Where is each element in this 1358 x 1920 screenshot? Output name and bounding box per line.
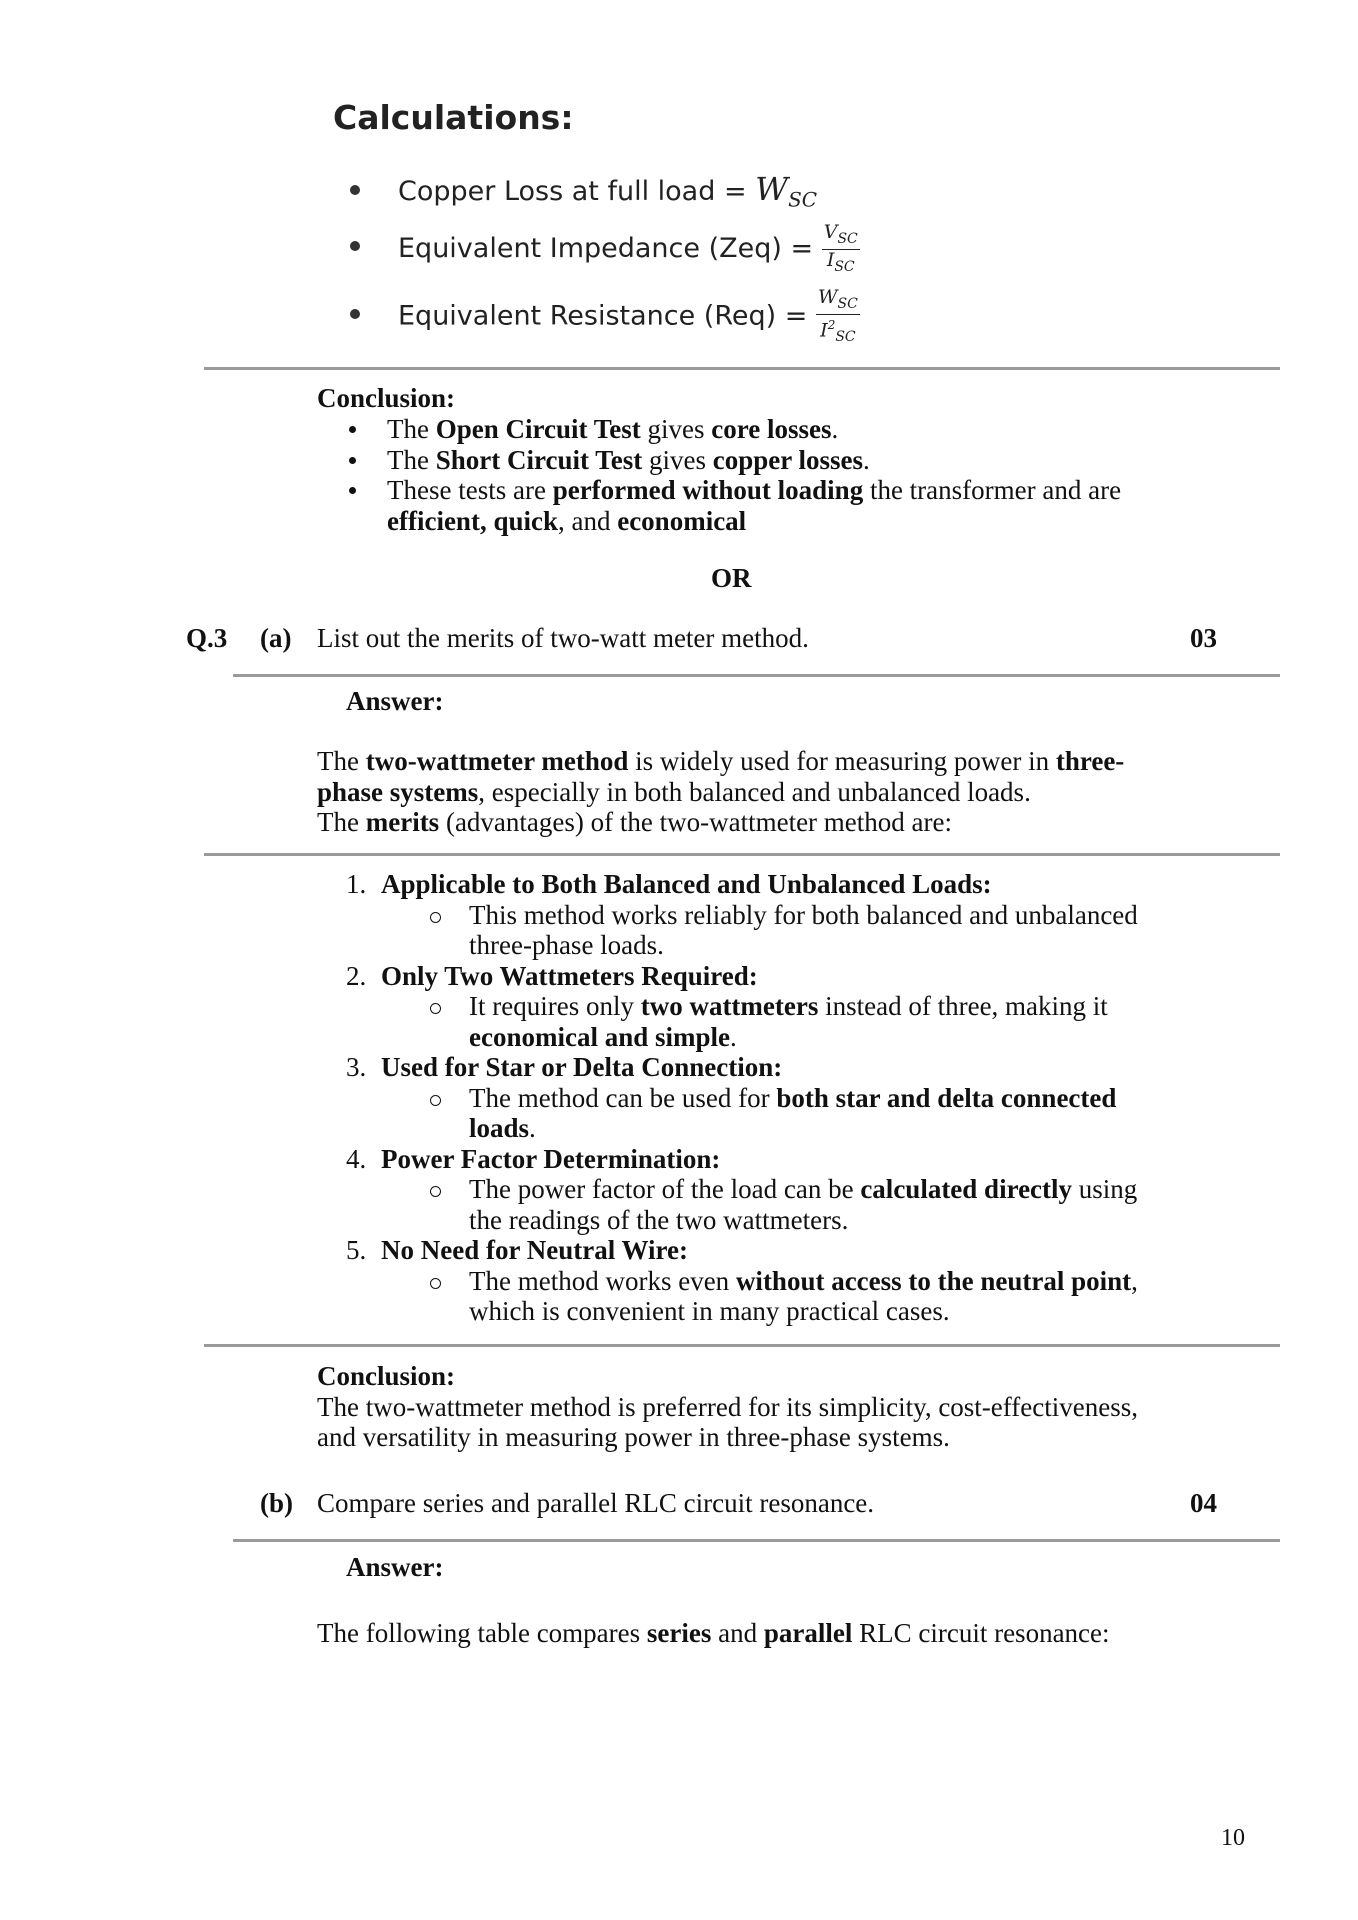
list-item: 2. Only Two Wattmeters Required:	[346, 960, 758, 991]
bullet-icon	[350, 309, 360, 319]
merits-list	[346, 869, 1246, 1327]
conclusion-text-line: and versatility in measuring power in three-phase systems.	[317, 1422, 950, 1452]
list-item: 4. Power Factor Determination:	[346, 1143, 721, 1174]
bullet-icon	[350, 241, 360, 251]
question-marks: 03	[1190, 623, 1217, 653]
answer-heading: Answer:	[346, 686, 444, 716]
divider	[204, 853, 1280, 856]
calc-equivalent-impedance: Equivalent Impedance (Zeq) = $\frac{V_{SC}}{I_{SC}}$	[350, 222, 860, 277]
question-marks: 04	[1190, 1488, 1217, 1518]
list-item: The method works even without access to the neutral point, which is convenient in many practical cases.	[346, 1266, 1246, 1327]
resistance-fraction: $\frac{W_{SC}}{I^2_{SC}}$	[817, 286, 858, 345]
divider	[204, 367, 1280, 370]
bullet-icon	[350, 185, 360, 195]
calc-equivalent-resistance: Equivalent Resistance (Req) = $\frac{W_{SC}}{I^2_{SC}}$	[350, 287, 860, 347]
divider	[233, 674, 1280, 677]
question-number: Q.3	[186, 623, 228, 653]
bullet-icon	[349, 426, 356, 433]
list-item: The Open Circuit Test gives core losses.	[349, 414, 1249, 445]
circle-bullet-icon	[430, 1278, 441, 1289]
list-item: 1. Applicable to Both Balanced and Unbalanced Loads:	[346, 869, 992, 899]
list-item: The Short Circuit Test gives copper losses.	[349, 445, 1249, 476]
circle-bullet-icon	[430, 1186, 441, 1197]
circle-bullet-icon	[430, 1003, 441, 1014]
answer-heading: Answer:	[346, 1552, 444, 1582]
question-text: Compare series and parallel RLC circuit resonance.	[317, 1488, 875, 1518]
circle-bullet-icon	[430, 1095, 441, 1106]
divider	[204, 1344, 1280, 1347]
conclusion-heading: Conclusion:	[317, 1361, 456, 1391]
answer-intro: The following table compares series and parallel RLC circuit resonance:	[317, 1618, 1110, 1648]
conclusion-bullets	[349, 414, 1249, 536]
list-item: These tests are performed without loading the transformer and are efficient, quick, and economical	[349, 475, 1249, 536]
answer-intro: The two-wattmeter method is widely used for measuring power in three- phase systems, especially in both balanced and unbalanced loads. The merits (advantages) of the two-wattmeter method are:	[317, 746, 1125, 837]
page-number: 10	[1221, 1825, 1245, 1851]
or-separator: OR	[711, 563, 752, 593]
conclusion-heading: Conclusion:	[317, 383, 456, 413]
question-part-label: (a)	[260, 623, 292, 653]
bullet-icon	[349, 457, 356, 464]
question-text: List out the merits of two-watt meter method.	[317, 623, 809, 653]
conclusion-text-line: The two-wattmeter method is preferred for its simplicity, cost-effectiveness,	[317, 1392, 1138, 1422]
impedance-fraction: $\frac{V_{SC}}{I_{SC}}$	[823, 221, 858, 275]
list-item: 3. Used for Star or Delta Connection:	[346, 1052, 783, 1082]
list-item: The method can be used for both star and delta connected loads.	[346, 1083, 1246, 1144]
list-item: The power factor of the load can be calculated directly using the readings of the two wattmeters.	[346, 1174, 1246, 1235]
divider	[233, 1539, 1280, 1542]
question-part-label: (b)	[260, 1488, 293, 1518]
calculations-title: Calculations:	[333, 98, 574, 137]
calc-copper-loss: Copper Loss at full load = $W_{SC}$	[350, 170, 817, 211]
list-item: This method works reliably for both balanced and unbalanced three-phase loads.	[346, 900, 1246, 961]
list-item: It requires only two wattmeters instead of three, making it economical and simple.	[346, 991, 1246, 1052]
circle-bullet-icon	[430, 912, 441, 923]
bullet-icon	[349, 487, 356, 494]
list-item: 5. No Need for Neutral Wire:	[346, 1235, 688, 1265]
